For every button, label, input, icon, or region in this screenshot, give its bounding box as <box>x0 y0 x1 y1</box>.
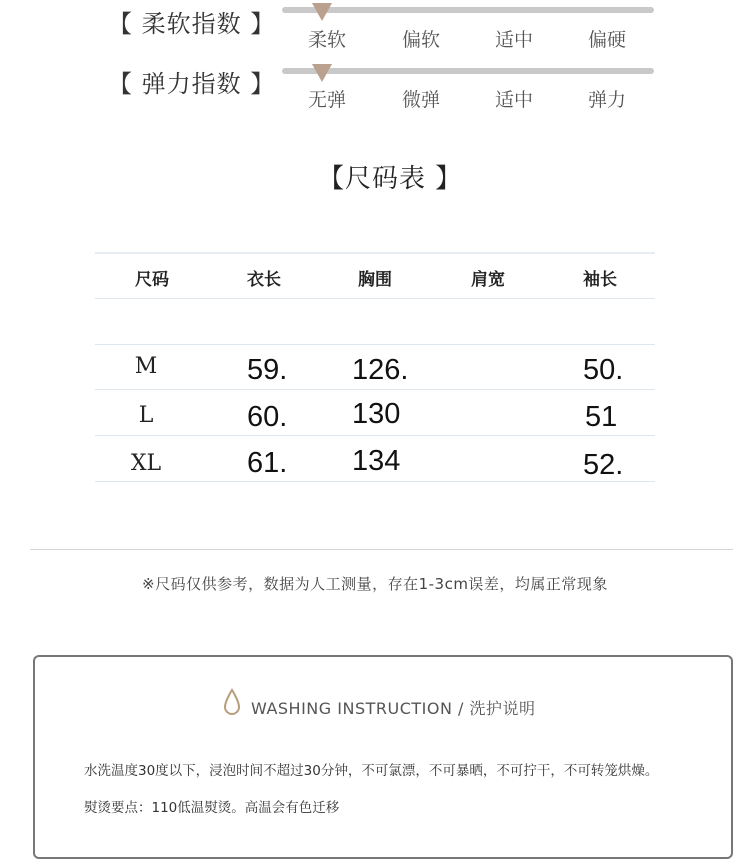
table-rule <box>95 389 655 390</box>
table-rule <box>95 298 655 299</box>
header-shoulder: 肩宽 <box>471 270 505 290</box>
table-rule <box>95 344 655 345</box>
water-drop-icon <box>223 688 241 718</box>
elasticity-level-3: 适中 <box>494 89 533 111</box>
softness-marker-icon <box>312 3 332 21</box>
table-cell-sleeve: 51 <box>585 401 618 433</box>
elasticity-title: 【 弹力指数 】 <box>108 70 276 98</box>
elasticity-level-2: 微弹 <box>401 89 440 111</box>
table-cell-length: 61. <box>247 447 288 479</box>
table-cell-sleeve: 50. <box>583 354 624 386</box>
table-cell-length: 59. <box>247 354 288 386</box>
washing-line-2: 熨烫要点：110低温熨烫。高温会有色迁移 <box>84 800 340 816</box>
elasticity-level-4: 弹力 <box>587 89 626 111</box>
softness-level-3: 适中 <box>494 29 533 51</box>
table-rule <box>95 435 655 436</box>
softness-title: 【 柔软指数 】 <box>108 10 276 38</box>
softness-level-1: 柔软 <box>307 29 346 51</box>
header-size: 尺码 <box>135 270 169 290</box>
elasticity-level-1: 无弹 <box>307 89 346 111</box>
section-divider <box>30 549 733 550</box>
header-length: 衣长 <box>247 270 281 290</box>
table-cell-chest: 126. <box>352 354 409 386</box>
softness-level-2: 偏软 <box>401 29 440 51</box>
header-chest: 胸围 <box>358 270 392 290</box>
table-row-size: M <box>134 354 158 379</box>
washing-card <box>33 655 733 859</box>
elasticity-marker-icon <box>312 64 332 82</box>
size-table-title: 【尺码表 】 <box>318 164 463 194</box>
softness-level-4: 偏硬 <box>587 29 626 51</box>
elasticity-scale-bar <box>282 68 654 74</box>
table-cell-chest: 130 <box>352 398 401 430</box>
washing-line-1: 水洗温度30度以下，浸泡时间不超过30分钟，不可氯漂，不可暴晒，不可拧干，不可转笼烘燥。 <box>84 763 659 779</box>
table-cell-length: 60. <box>247 401 288 433</box>
table-cell-sleeve: 52. <box>583 449 624 481</box>
table-rule <box>95 252 655 254</box>
table-row-size: XL <box>130 451 162 476</box>
washing-heading: WASHING INSTRUCTION / 洗护说明 <box>251 699 536 718</box>
size-note: ※尺码仅供参考，数据为人工测量，存在1-3cm误差，均属正常现象 <box>142 575 608 593</box>
table-row-size: L <box>138 403 154 428</box>
table-cell-chest: 134 <box>352 445 401 477</box>
table-rule <box>95 481 655 482</box>
header-sleeve: 袖长 <box>583 270 617 290</box>
softness-scale-bar <box>282 7 654 13</box>
